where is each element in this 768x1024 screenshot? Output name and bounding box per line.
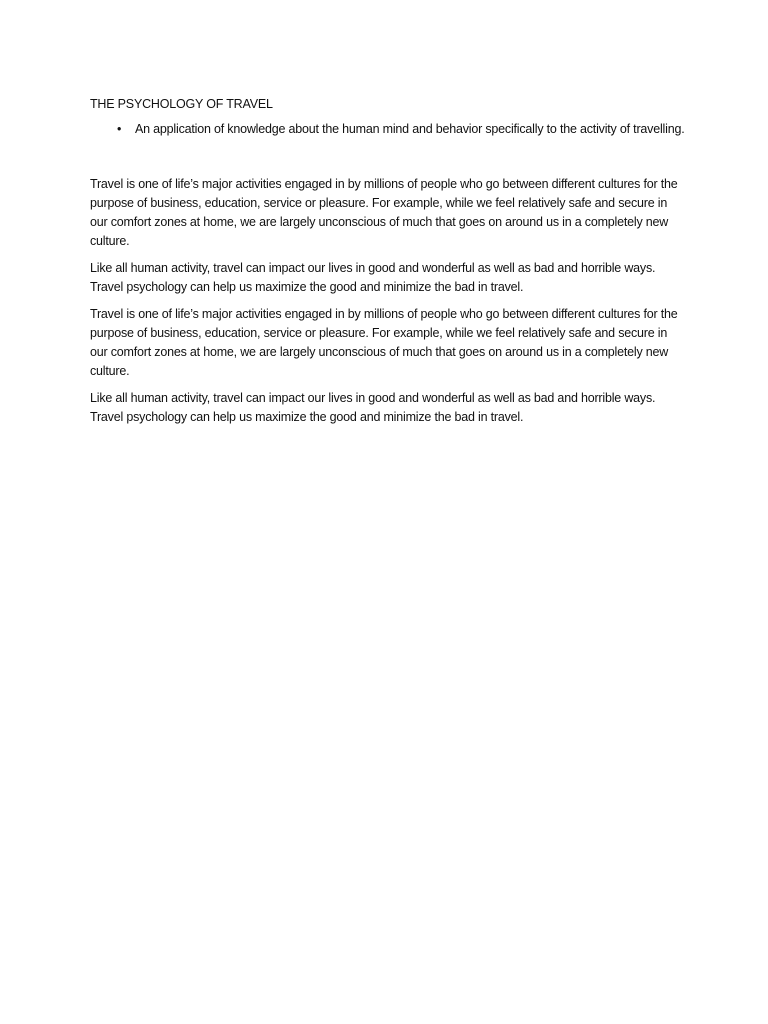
bullet-icon: • <box>117 122 122 136</box>
bullet-list <box>90 120 686 139</box>
paragraph: Travel is one of life’s major activities engaged in by millions of people who go between different cultures for the purpose of business, education, service or pleasure. For example, while we feel relatively safe and secure in our comfort zones at home, we are largely unconscious of much that goes on around us in a completely new culture. <box>90 177 678 248</box>
paragraph: Travel is one of life’s major activities engaged in by millions of people who go between different cultures for the purpose of business, education, service or pleasure. For example, while we feel relatively safe and secure in our comfort zones at home, we are largely unconscious of much that goes on around us in a completely new culture. <box>90 307 678 378</box>
paragraph: Like all human activity, travel can impact our lives in good and wonderful as well as bad and horrible ways. Travel psychology can help us maximize the good and minimize the bad in travel. <box>90 261 656 294</box>
bullet-list-container <box>90 120 686 139</box>
bullet-item <box>90 120 686 139</box>
bullet-text: An application of knowledge about the human mind and behavior specifically to the activity of travelling. <box>135 122 685 136</box>
document-body <box>90 95 686 435</box>
document-title: THE PSYCHOLOGY OF TRAVEL <box>90 97 273 111</box>
paragraph: Like all human activity, travel can impact our lives in good and wonderful as well as bad and horrible ways. Travel psychology can help us maximize the good and minimize the bad in travel. <box>90 391 656 424</box>
